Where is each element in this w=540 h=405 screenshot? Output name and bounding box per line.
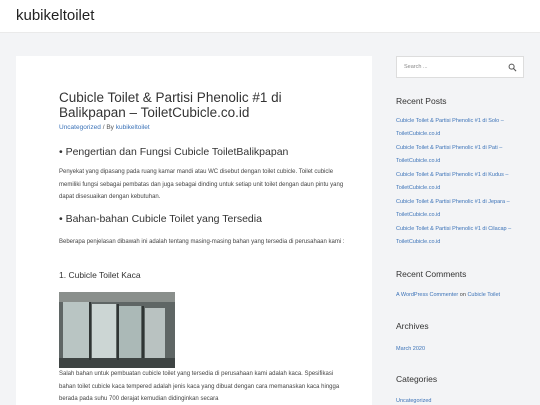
comment-author-link[interactable]: A WordPress Commenter (396, 292, 459, 298)
photo-illustration (59, 292, 175, 368)
archive-link[interactable]: March 2020 (396, 346, 426, 352)
recent-post-link[interactable]: Cubicle Toilet & Partisi Phenolic #1 di Jepara – ToiletCubicle.co.id (396, 199, 510, 218)
recent-posts-title: Recent Posts (396, 96, 447, 106)
archives-title: Archives (396, 321, 429, 331)
article-meta (59, 124, 150, 131)
meta-separator: / By (102, 124, 114, 131)
search-icon[interactable] (508, 63, 517, 72)
search-form[interactable] (396, 56, 524, 78)
cubicle-glass-photo (59, 292, 175, 368)
subsection-paragraph-kaca: Salah bahan untuk pembuatan cubicle toilet yang tersedia di perusahaan kami adalah kaca. Spesifikasi bahan toilet cubicle kaca tempered adalah jenis kaca yang dibuat dengan cara memanaskan kaca hingga berada pada suhu 700 derajat kemudian didinginkan secara (59, 371, 340, 402)
section-paragraph-pengertian: Penyekat yang dipasang pada ruang kamar mandi atau WC disebut dengan toilet cubicle. Toilet cubicle memiliki fungsi sebagai pembatas dan juga sebagai dinding untuk setiap unit toilet dengan daun pintu yang dapat disesuaikan dengan kebutuhan. (59, 169, 344, 200)
recent-post-link[interactable]: Cubicle Toilet & Partisi Phenolic #1 di Solo – ToiletCubicle.co.id (396, 118, 504, 137)
article-card (16, 56, 372, 405)
site-title[interactable]: kubikeltoilet (16, 7, 95, 24)
recent-comments-title: Recent Comments (396, 269, 467, 279)
recent-post-link[interactable]: Cubicle Toilet & Partisi Phenolic #1 di Cilacap – ToiletCubicle.co.id (396, 226, 512, 245)
subsection-heading-kaca: 1. Cubicle Toilet Kaca (59, 270, 141, 280)
comment-post-link[interactable]: Cubicle Toilet (467, 292, 501, 298)
site-header (0, 0, 540, 33)
section-heading-pengertian: • Pengertian dan Fungsi Cubicle ToiletBalikpapan (59, 146, 289, 158)
recent-post-link[interactable]: Cubicle Toilet & Partisi Phenolic #1 di Kudus – ToiletCubicle.co.id (396, 172, 509, 191)
category-link[interactable]: Uncategorized (396, 398, 432, 404)
recent-comment-item (396, 292, 500, 298)
recent-post-link[interactable]: Cubicle Toilet & Partisi Phenolic #1 di Pati – ToiletCubicle.co.id (396, 145, 503, 164)
comment-on-text: on (459, 292, 466, 298)
article-title: Cubicle Toilet & Partisi Phenolic #1 di Balikpapan – ToiletCubicle.co.id (59, 90, 282, 120)
section-heading-bahan: • Bahan-bahan Cubicle Toilet yang Tersedia (59, 213, 262, 225)
categories-title: Categories (396, 374, 438, 384)
search-input[interactable]: Search ... (404, 64, 428, 70)
author-link[interactable]: kubikeltoilet (115, 124, 150, 131)
section-paragraph-bahan: Beberapa penjelasan dibawah ini adalah tentang masing-masing bahan yang tersedia di perusahaan kami : (59, 239, 345, 245)
category-link[interactable]: Uncategorized (59, 124, 101, 131)
